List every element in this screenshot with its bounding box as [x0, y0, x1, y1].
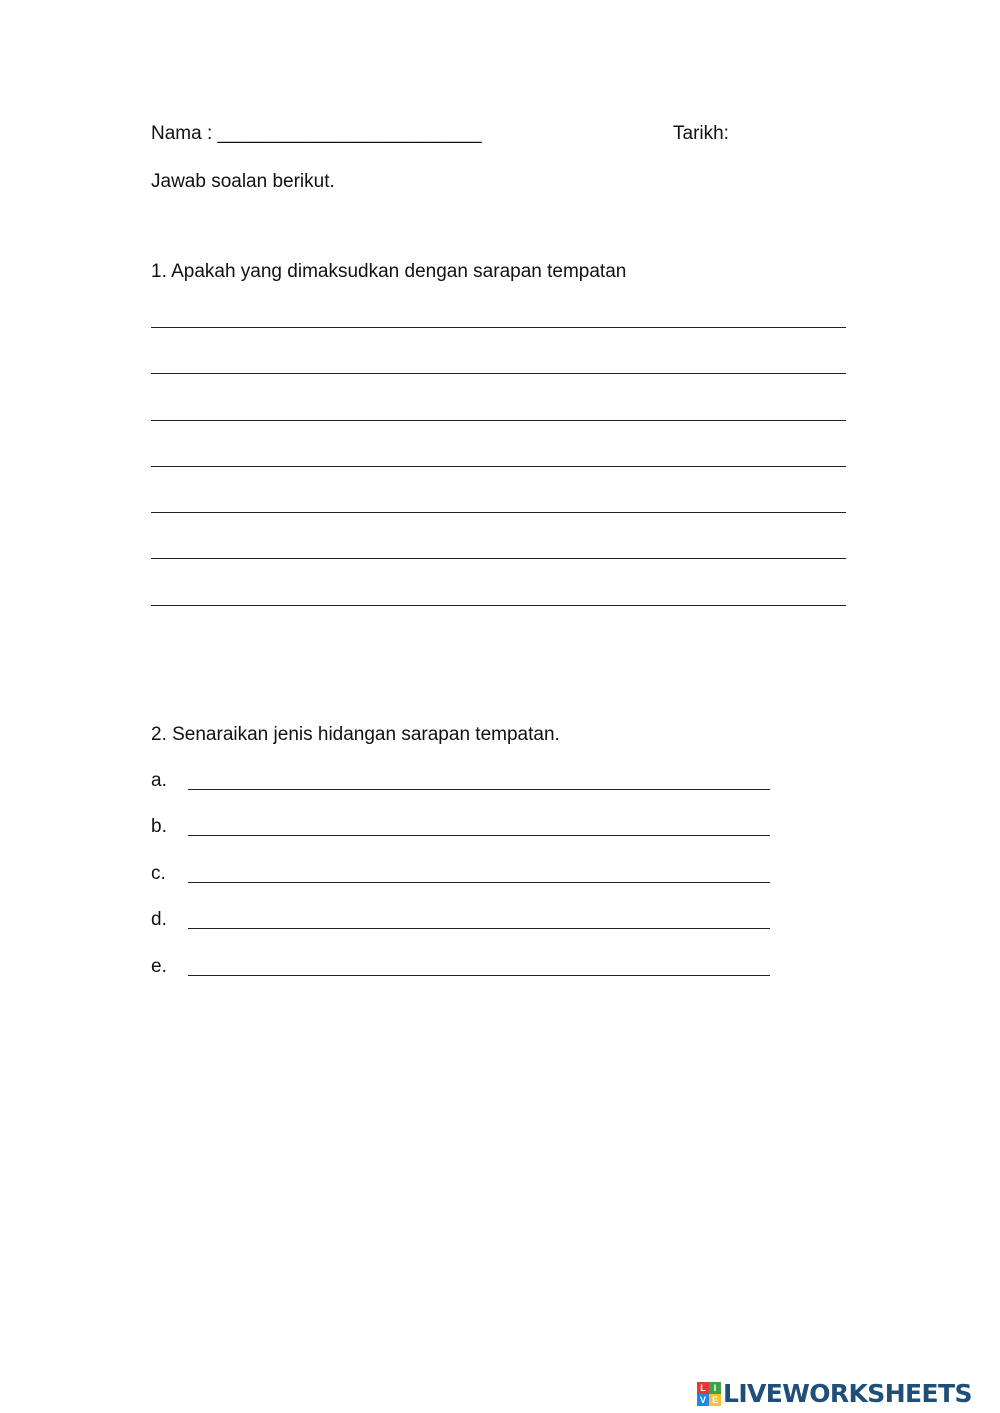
answer-line[interactable] — [151, 420, 846, 421]
logo-letter: E — [709, 1394, 721, 1406]
answer-line[interactable] — [151, 373, 846, 374]
name-field-label: Nama : _________________________ — [151, 123, 482, 144]
list-answer-line[interactable] — [188, 789, 770, 790]
answer-line[interactable] — [151, 512, 846, 513]
answer-line[interactable] — [151, 466, 846, 467]
logo-letter: L — [697, 1382, 709, 1394]
liveworksheets-logo-icon — [697, 1382, 721, 1406]
date-field-label: Tarikh: — [673, 123, 729, 144]
question-1-text: 1. Apakah yang dimaksudkan dengan sarapan tempatan — [151, 261, 627, 282]
logo-letter: I — [709, 1382, 721, 1394]
list-answer-line[interactable] — [188, 975, 770, 976]
list-answer-line[interactable] — [188, 835, 770, 836]
answer-line[interactable] — [151, 605, 846, 606]
list-item-label: a. — [151, 770, 167, 791]
instruction-text: Jawab soalan berikut. — [151, 171, 335, 192]
question-2-text: 2. Senaraikan jenis hidangan sarapan tempatan. — [151, 724, 560, 745]
list-answer-line[interactable] — [188, 882, 770, 883]
logo-letter: V — [697, 1394, 709, 1406]
list-item-label: b. — [151, 816, 167, 837]
answer-line[interactable] — [151, 327, 846, 328]
answer-line[interactable] — [151, 558, 846, 559]
liveworksheets-watermark — [697, 1380, 972, 1408]
list-item-label: d. — [151, 909, 167, 930]
list-item-label: c. — [151, 863, 166, 884]
list-answer-line[interactable] — [188, 928, 770, 929]
watermark-text: LIVEWORKSHEETS — [723, 1379, 972, 1408]
list-item-label: e. — [151, 956, 167, 977]
